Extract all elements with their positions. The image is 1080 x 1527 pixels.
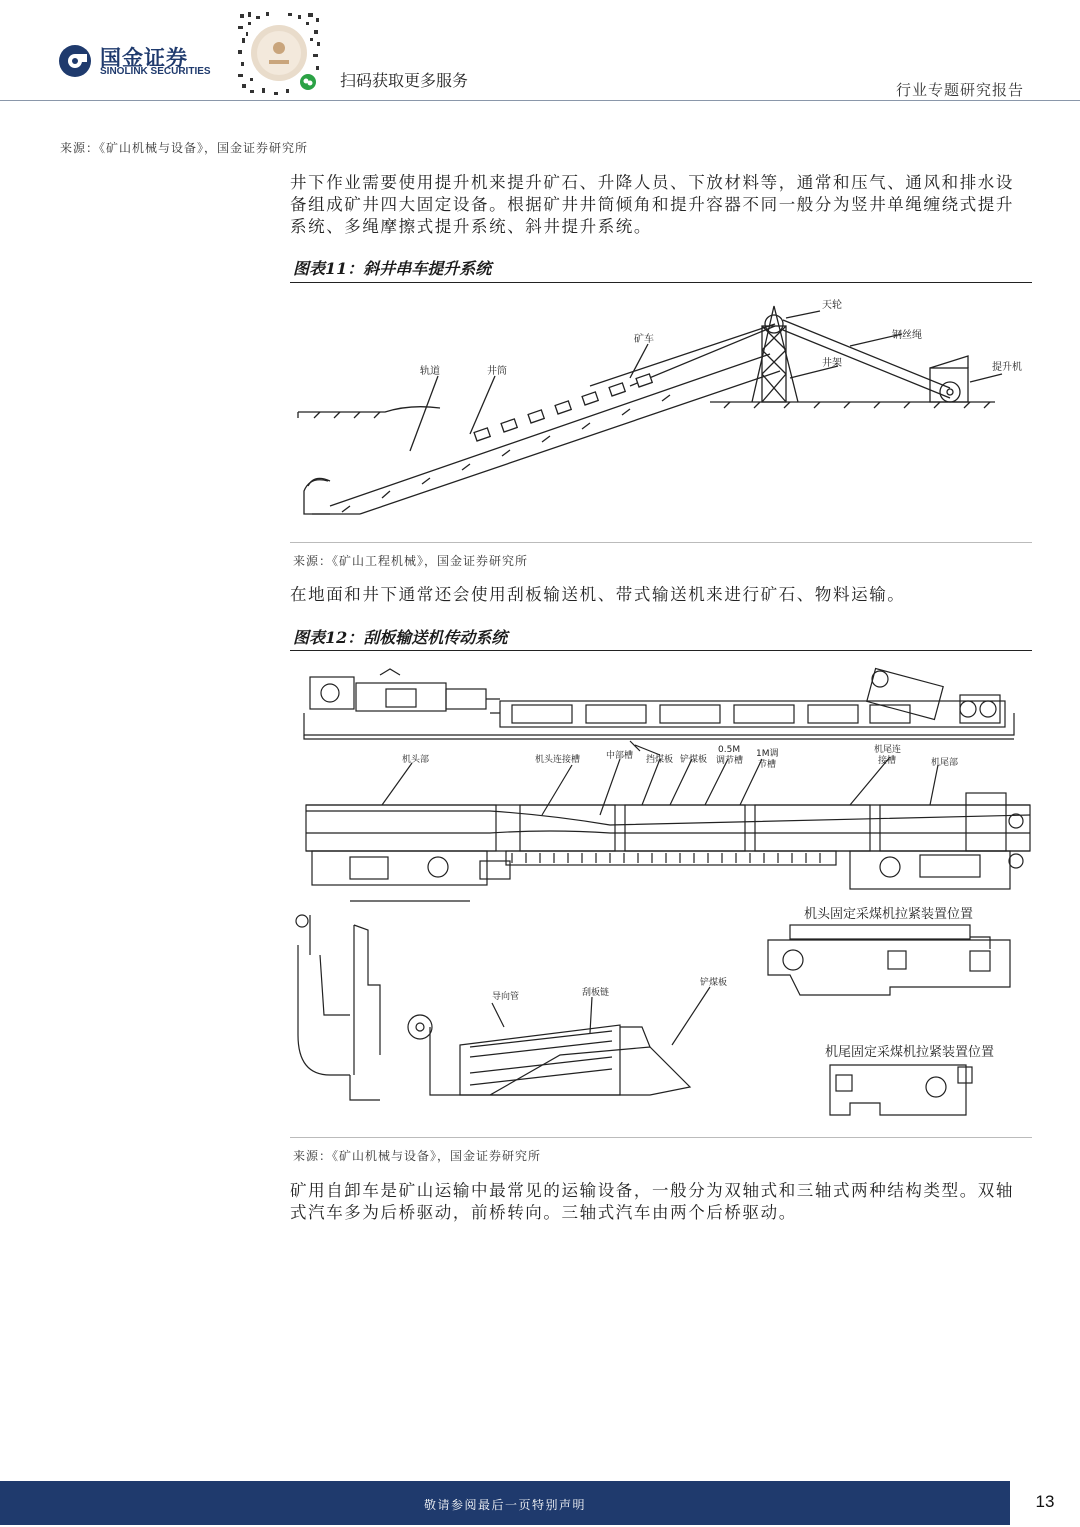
label-chanmeiban-2: 铲煤板 <box>700 978 728 988</box>
scan-for-service-text: 扫码获取更多服务 <box>340 71 469 90</box>
label-daoxiangguan: 导向管 <box>492 992 520 1002</box>
label-tail-fixed: 机尾固定采煤机拉紧装置位置 <box>825 1045 995 1060</box>
label-jiwei-lianjie-a: 机尾连 <box>874 745 902 755</box>
label-jitoubu: 机头部 <box>402 755 430 765</box>
page-number: 13 <box>1035 1492 1055 1511</box>
report-type-label: 行业专题研究报告 <box>895 81 1024 99</box>
figure-11-bottom-rule <box>290 542 1032 543</box>
qr-code-icon[interactable] <box>236 10 322 96</box>
label-dangmeiban: 挡煤板 <box>646 755 674 765</box>
paragraph-hoist-intro: 井下作业需要使用提升机来提升矿石、升降人员、下放材料等，通常和压气、通风和排水设备组成矿井四大固定设备。根据矿井井筒倾角和提升容器不同一般分为竖井单绳缠绕式提升系统、多绳摩擦式提升系统、斜井提升系统。 <box>290 173 1014 236</box>
label-tianlun: 天轮 <box>822 300 842 311</box>
label-chanmeiban: 铲煤板 <box>680 755 708 765</box>
label-jingjia: 井架 <box>822 358 842 369</box>
header-divider <box>0 100 1080 101</box>
label-tiaojiecao-05-b: 调节槽 <box>716 756 744 766</box>
figure-11-top-rule <box>290 282 1032 283</box>
label-zhongbucao: 中部槽 <box>606 751 634 761</box>
scraper-conveyor-diagram <box>290 655 1032 1133</box>
label-tiaojiecao-05-a: 0.5M <box>718 745 741 755</box>
figure-12-bottom-rule <box>290 1137 1032 1138</box>
paragraph-dump-truck: 矿用自卸车是矿山运输中最常见的运输设备，一般分为双轴式和三轴式两种结构类型。双轴式汽车多为后桥驱动，前桥转向。三轴式汽车由两个后桥驱动。 <box>290 1181 1014 1222</box>
figure-11-title: 图表11：斜井串车提升系统 <box>293 259 492 278</box>
top-source-note: 来源：《矿山机械与设备》，国金证券研究所 <box>60 141 309 155</box>
label-jitou-lianjiecao: 机头连接槽 <box>535 755 581 765</box>
figure-11-source: 来源：《矿山工程机械》，国金证券研究所 <box>293 554 529 568</box>
label-gangsisheng: 钢丝绳 <box>892 330 922 341</box>
label-jiwei-lianjie-b: 接槽 <box>878 756 897 766</box>
label-tiaojiecao-1-a: 1M调 <box>756 749 779 759</box>
label-head-fixed: 机头固定采煤机拉紧装置位置 <box>804 907 974 922</box>
label-tishengji: 提升机 <box>992 362 1022 373</box>
label-tiaojiecao-1-b: 节槽 <box>758 760 777 770</box>
label-guabanlian: 刮板链 <box>582 988 610 998</box>
paragraph-conveyor-intro: 在地面和井下通常还会使用刮板输送机、带式输送机来进行矿石、物料运输。 <box>290 585 906 604</box>
sinolink-logo-icon <box>58 44 92 78</box>
figure-12-title: 图表12：刮板输送机传动系统 <box>293 628 508 647</box>
brand-name-en: SINOLINK SECURITIES <box>100 66 211 77</box>
brand-name-cn: 国金证券 <box>100 46 188 70</box>
label-guidao: 轨道 <box>420 366 440 377</box>
footer-disclaimer-link[interactable]: 敬请参阅最后一页特别声明 <box>423 1498 586 1512</box>
figure-12-top-rule <box>290 650 1032 651</box>
label-kuangche: 矿车 <box>634 334 654 345</box>
label-jingtong: 井筒 <box>487 366 507 377</box>
inclined-shaft-hoist-diagram <box>290 286 1032 538</box>
figure-12-source: 来源：《矿山机械与设备》，国金证券研究所 <box>293 1149 542 1163</box>
label-jiweibu: 机尾部 <box>931 758 959 768</box>
